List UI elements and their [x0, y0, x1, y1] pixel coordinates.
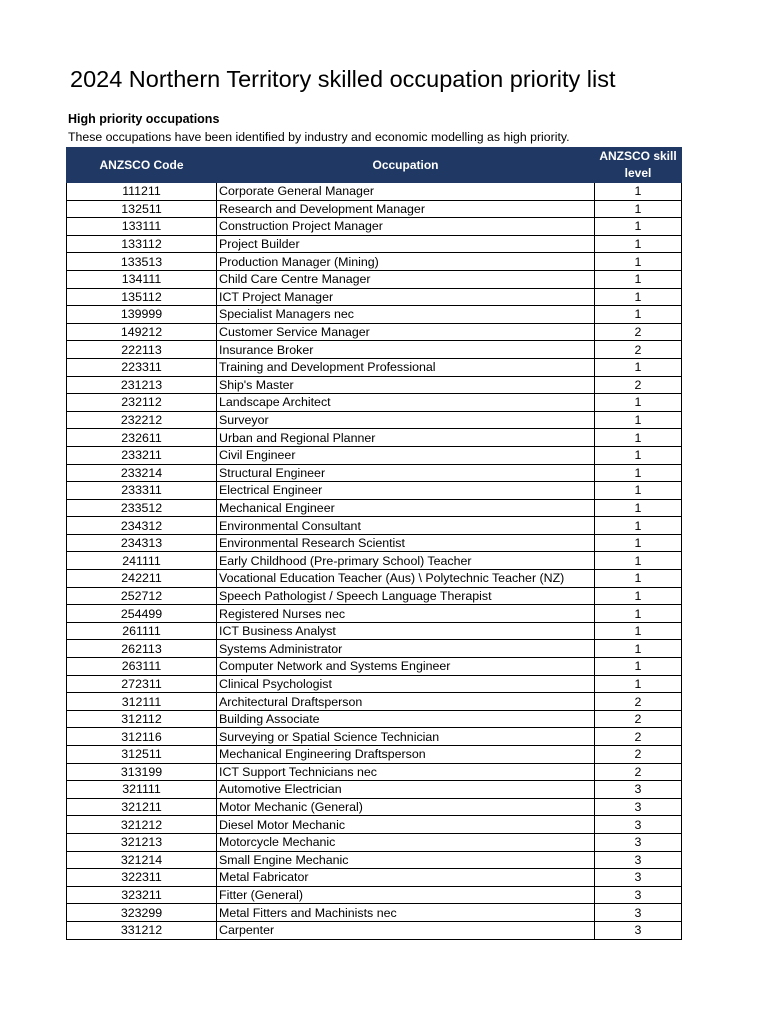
occupation-cell: Child Care Centre Manager	[217, 270, 595, 288]
occupation-cell: Environmental Consultant	[217, 517, 595, 535]
table-row	[67, 218, 682, 236]
table-row	[67, 640, 682, 658]
anzsco-code-cell: 232212	[67, 411, 217, 429]
table-row	[67, 341, 682, 359]
table-row	[67, 552, 682, 570]
skill-level-cell: 1	[595, 183, 682, 201]
table-row	[67, 587, 682, 605]
anzsco-code-cell: 321111	[67, 781, 217, 799]
header-occupation: Occupation	[217, 148, 595, 183]
anzsco-code-cell: 272311	[67, 675, 217, 693]
occupation-cell: Structural Engineer	[217, 464, 595, 482]
table-row	[67, 429, 682, 447]
anzsco-code-cell: 234312	[67, 517, 217, 535]
anzsco-code-cell: 132511	[67, 200, 217, 218]
occupation-cell: Metal Fitters and Machinists nec	[217, 904, 595, 922]
skill-level-cell: 1	[595, 587, 682, 605]
skill-level-cell: 1	[595, 288, 682, 306]
anzsco-code-cell: 233311	[67, 482, 217, 500]
occupation-cell: Ship's Master	[217, 376, 595, 394]
table-row	[67, 235, 682, 253]
table-row	[67, 482, 682, 500]
anzsco-code-cell: 149212	[67, 323, 217, 341]
skill-level-cell: 2	[595, 763, 682, 781]
anzsco-code-cell: 134111	[67, 270, 217, 288]
skill-level-cell: 2	[595, 323, 682, 341]
occupation-cell: Systems Administrator	[217, 640, 595, 658]
anzsco-code-cell: 254499	[67, 605, 217, 623]
occupation-cell: Fitter (General)	[217, 886, 595, 904]
table-row	[67, 798, 682, 816]
skill-level-cell: 3	[595, 886, 682, 904]
anzsco-code-cell: 263111	[67, 658, 217, 676]
skill-level-cell: 1	[595, 358, 682, 376]
occupation-cell: Small Engine Mechanic	[217, 851, 595, 869]
anzsco-code-cell: 231213	[67, 376, 217, 394]
anzsco-code-cell: 323211	[67, 886, 217, 904]
anzsco-code-cell: 331212	[67, 921, 217, 939]
anzsco-code-cell: 312112	[67, 710, 217, 728]
skill-level-cell: 3	[595, 869, 682, 887]
anzsco-code-cell: 313199	[67, 763, 217, 781]
table-row	[67, 499, 682, 517]
occupation-cell: Speech Pathologist / Speech Language Therapist	[217, 587, 595, 605]
skill-level-cell: 3	[595, 851, 682, 869]
anzsco-code-cell: 233512	[67, 499, 217, 517]
skill-level-cell: 1	[595, 235, 682, 253]
skill-level-cell: 1	[595, 552, 682, 570]
table-row	[67, 323, 682, 341]
occupation-cell: Environmental Research Scientist	[217, 534, 595, 552]
occupation-cell: Construction Project Manager	[217, 218, 595, 236]
anzsco-code-cell: 323299	[67, 904, 217, 922]
anzsco-code-cell: 232611	[67, 429, 217, 447]
occupation-table	[66, 147, 682, 940]
anzsco-code-cell: 321213	[67, 833, 217, 851]
table-row	[67, 270, 682, 288]
table-row	[67, 728, 682, 746]
occupation-cell: Customer Service Manager	[217, 323, 595, 341]
anzsco-code-cell: 223311	[67, 358, 217, 376]
skill-level-cell: 1	[595, 270, 682, 288]
occupation-cell: Production Manager (Mining)	[217, 253, 595, 271]
skill-level-cell: 1	[595, 622, 682, 640]
table-body	[67, 183, 682, 940]
table-row	[67, 464, 682, 482]
header-anzsco-code: ANZSCO Code	[67, 148, 217, 183]
occupation-cell: Carpenter	[217, 921, 595, 939]
anzsco-code-cell: 241111	[67, 552, 217, 570]
anzsco-code-cell: 133513	[67, 253, 217, 271]
anzsco-code-cell: 133112	[67, 235, 217, 253]
table-row	[67, 517, 682, 535]
skill-level-cell: 3	[595, 921, 682, 939]
occupation-cell: Motor Mechanic (General)	[217, 798, 595, 816]
occupation-cell: Urban and Regional Planner	[217, 429, 595, 447]
anzsco-code-cell: 232112	[67, 394, 217, 412]
table-row	[67, 710, 682, 728]
skill-level-cell: 1	[595, 218, 682, 236]
table-row	[67, 605, 682, 623]
skill-level-cell: 2	[595, 693, 682, 711]
table-row	[67, 833, 682, 851]
skill-level-cell: 1	[595, 446, 682, 464]
skill-level-cell: 1	[595, 499, 682, 517]
table-row	[67, 622, 682, 640]
table-row	[67, 781, 682, 799]
skill-level-cell: 3	[595, 781, 682, 799]
occupation-cell: Civil Engineer	[217, 446, 595, 464]
table-row	[67, 869, 682, 887]
table-row	[67, 746, 682, 764]
table-row	[67, 306, 682, 324]
table-row	[67, 376, 682, 394]
occupation-cell: Electrical Engineer	[217, 482, 595, 500]
anzsco-code-cell: 261111	[67, 622, 217, 640]
anzsco-code-cell: 262113	[67, 640, 217, 658]
anzsco-code-cell: 312511	[67, 746, 217, 764]
anzsco-code-cell: 242211	[67, 570, 217, 588]
table-row	[67, 658, 682, 676]
occupation-cell: Vocational Education Teacher (Aus) \ Polytechnic Teacher (NZ)	[217, 570, 595, 588]
anzsco-code-cell: 252712	[67, 587, 217, 605]
skill-level-cell: 2	[595, 376, 682, 394]
occupation-cell: Training and Development Professional	[217, 358, 595, 376]
table-row	[67, 200, 682, 218]
skill-level-cell: 1	[595, 605, 682, 623]
occupation-cell: Registered Nurses nec	[217, 605, 595, 623]
skill-level-cell: 1	[595, 200, 682, 218]
skill-level-cell: 1	[595, 306, 682, 324]
table-row	[67, 693, 682, 711]
occupation-cell: Metal Fabricator	[217, 869, 595, 887]
anzsco-code-cell: 312111	[67, 693, 217, 711]
table-header-row	[67, 148, 682, 183]
occupation-cell: Landscape Architect	[217, 394, 595, 412]
anzsco-code-cell: 312116	[67, 728, 217, 746]
skill-level-cell: 2	[595, 341, 682, 359]
table-row	[67, 675, 682, 693]
table-row	[67, 763, 682, 781]
skill-level-cell: 1	[595, 640, 682, 658]
anzsco-code-cell: 234313	[67, 534, 217, 552]
occupation-cell: Motorcycle Mechanic	[217, 833, 595, 851]
anzsco-code-cell: 321214	[67, 851, 217, 869]
occupation-cell: Specialist Managers nec	[217, 306, 595, 324]
table-row	[67, 288, 682, 306]
occupation-cell: Computer Network and Systems Engineer	[217, 658, 595, 676]
anzsco-code-cell: 222113	[67, 341, 217, 359]
skill-level-cell: 1	[595, 411, 682, 429]
occupation-cell: Mechanical Engineering Draftsperson	[217, 746, 595, 764]
skill-level-cell: 1	[595, 253, 682, 271]
occupation-cell: ICT Business Analyst	[217, 622, 595, 640]
occupation-cell: Research and Development Manager	[217, 200, 595, 218]
table-row	[67, 921, 682, 939]
occupation-cell: Insurance Broker	[217, 341, 595, 359]
skill-level-cell: 1	[595, 570, 682, 588]
skill-level-cell: 1	[595, 517, 682, 535]
anzsco-code-cell: 111211	[67, 183, 217, 201]
occupation-cell: Architectural Draftsperson	[217, 693, 595, 711]
anzsco-code-cell: 139999	[67, 306, 217, 324]
anzsco-code-cell: 322311	[67, 869, 217, 887]
anzsco-code-cell: 233214	[67, 464, 217, 482]
table-row	[67, 851, 682, 869]
anzsco-code-cell: 321212	[67, 816, 217, 834]
occupation-cell: ICT Support Technicians nec	[217, 763, 595, 781]
skill-level-cell: 2	[595, 710, 682, 728]
occupation-cell: Mechanical Engineer	[217, 499, 595, 517]
table-row	[67, 446, 682, 464]
skill-level-cell: 1	[595, 394, 682, 412]
occupation-cell: Early Childhood (Pre-primary School) Teacher	[217, 552, 595, 570]
table-row	[67, 534, 682, 552]
skill-level-cell: 1	[595, 482, 682, 500]
skill-level-cell: 1	[595, 464, 682, 482]
table-row	[67, 904, 682, 922]
skill-level-cell: 3	[595, 904, 682, 922]
skill-level-cell: 3	[595, 816, 682, 834]
occupation-cell: Surveying or Spatial Science Technician	[217, 728, 595, 746]
anzsco-code-cell: 321211	[67, 798, 217, 816]
occupation-cell: Automotive Electrician	[217, 781, 595, 799]
table-row	[67, 394, 682, 412]
table-row	[67, 358, 682, 376]
page-title: 2024 Northern Territory skilled occupation priority list	[70, 66, 616, 92]
table-row	[67, 183, 682, 201]
skill-level-cell: 2	[595, 728, 682, 746]
table-row	[67, 816, 682, 834]
header-skill-level: ANZSCO skill level	[595, 148, 682, 183]
table-row	[67, 411, 682, 429]
anzsco-code-cell: 133111	[67, 218, 217, 236]
table-row	[67, 253, 682, 271]
skill-level-cell: 1	[595, 658, 682, 676]
occupation-cell: Diesel Motor Mechanic	[217, 816, 595, 834]
table-row	[67, 570, 682, 588]
skill-level-cell: 1	[595, 429, 682, 447]
table-row	[67, 886, 682, 904]
section-description: These occupations have been identified by industry and economic modelling as high priority.	[68, 130, 570, 144]
skill-level-cell: 1	[595, 534, 682, 552]
anzsco-code-cell: 135112	[67, 288, 217, 306]
skill-level-cell: 3	[595, 798, 682, 816]
occupation-cell: Building Associate	[217, 710, 595, 728]
occupation-cell: Corporate General Manager	[217, 183, 595, 201]
occupation-cell: ICT Project Manager	[217, 288, 595, 306]
occupation-cell: Surveyor	[217, 411, 595, 429]
skill-level-cell: 2	[595, 746, 682, 764]
occupation-cell: Project Builder	[217, 235, 595, 253]
skill-level-cell: 3	[595, 833, 682, 851]
occupation-cell: Clinical Psychologist	[217, 675, 595, 693]
section-heading: High priority occupations	[68, 112, 220, 126]
skill-level-cell: 1	[595, 675, 682, 693]
anzsco-code-cell: 233211	[67, 446, 217, 464]
